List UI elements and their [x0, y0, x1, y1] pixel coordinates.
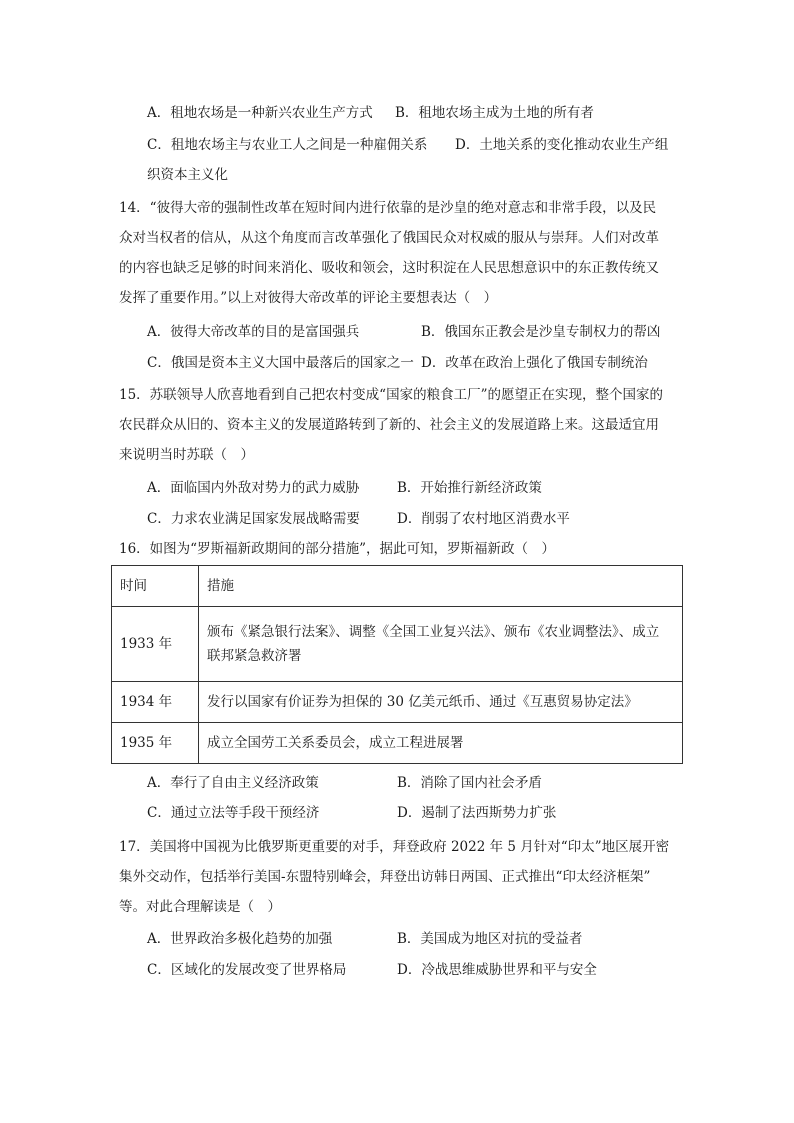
q15-stem-line-1: 15．苏联领导人欣喜地看到自己把农村变成“国家的粮食工厂”的愿望正在实现，整个国家的 [119, 387, 663, 403]
q13-option-a[interactable]: A．租地农场是一种新兴农业生产方式 [147, 105, 373, 121]
table-header-row [112, 566, 683, 607]
q17-stem-line-1: 17．美国将中国视为比俄罗斯更重要的对手，拜登政府 2022 年 5 月针对“印太”地区展开密 [119, 839, 670, 855]
q14-option-a[interactable]: A．彼得大帝改革的目的是富国强兵 [147, 324, 360, 340]
q13-option-c[interactable]: C．租地农场主与农业工人之间是一种雇佣关系 [147, 137, 428, 153]
q15-stem-line-2: 农民群众从旧的、资本主义的发展道路转到了新的、社会主义的发展道路上来。这最适宜用 [119, 417, 659, 433]
measure-line: 颁布《紧急银行法案》、调整《全国工业复兴法》、颁布《农业调整法》、成立 [207, 624, 660, 640]
q13-option-b[interactable]: B．租地农场主成为土地的所有者 [395, 105, 594, 121]
q17-option-d[interactable]: D．冷战思维威胁世界和平与安全 [397, 962, 597, 978]
table-header-time: 时间 [112, 566, 199, 607]
q15-stem-line-3: 来说明当时苏联（ ） [119, 447, 254, 463]
q14-stem-line-1: 14．“彼得大帝的强制性改革在短时间内进行依靠的是沙皇的绝对意志和非常手段，以及民 [119, 200, 657, 216]
q14-option-b[interactable]: B．俄国东正教会是沙皇专制权力的帮凶 [421, 324, 661, 340]
q17-option-b[interactable]: B．美国成为地区对抗的受益者 [397, 931, 583, 947]
table-header-measures: 措施 [199, 566, 683, 607]
q14-stem-line-2: 众对当权者的信从，从这个角度而言改革强化了俄国民众对权威的服从与崇拜。人们对改革 [119, 230, 659, 246]
q16-option-c[interactable]: C．通过立法等手段干预经济 [147, 805, 320, 821]
new-deal-measures-table [111, 565, 683, 764]
q17-stem-line-3: 等。对此合理解读是（ ） [119, 899, 281, 915]
q14-option-c[interactable]: C．俄国是资本主义大国中最落后的国家之一 [147, 355, 414, 371]
table-cell-year: 1935 年 [112, 723, 199, 764]
q15-option-d[interactable]: D．削弱了农村地区消费水平 [397, 511, 570, 527]
q17-option-c[interactable]: C．区域化的发展改变了世界格局 [147, 962, 347, 978]
q13-option-d[interactable]: D．土地关系的变化推动农业生产组 [455, 137, 669, 153]
table-cell-year: 1934 年 [112, 682, 199, 723]
table-cell-measure: 发行以国家有价证券为担保的 30 亿美元纸币、通过《互惠贸易协定法》 [199, 682, 683, 723]
q14-option-d[interactable]: D．改革在政治上强化了俄国专制统治 [421, 355, 648, 371]
q15-option-c[interactable]: C．力求农业满足国家发展战略需要 [147, 511, 360, 527]
q16-option-b[interactable]: B．消除了国内社会矛盾 [397, 775, 542, 791]
table-cell-measure [199, 607, 683, 682]
table-cell-year: 1933 年 [112, 607, 199, 682]
q15-option-a[interactable]: A．面临国内外敌对势力的武力威胁 [147, 480, 360, 496]
q14-stem-line-3: 的内容也缺乏足够的时间来消化、吸收和领会，这时积淀在人民思想意识中的东正教传统又 [119, 260, 659, 276]
q16-option-d[interactable]: D．遏制了法西斯势力扩张 [397, 805, 557, 821]
q13-option-d-continued: 织资本主义化 [147, 167, 228, 183]
table-row [112, 682, 683, 723]
table-cell-measure: 成立全国劳工关系委员会，成立工程进展署 [199, 723, 683, 764]
table-row [112, 607, 683, 682]
q17-option-a[interactable]: A．世界政治多极化趋势的加强 [147, 931, 333, 947]
q17-stem-line-2: 集外交动作，包括举行美国-东盟特别峰会，拜登出访韩日两国、正式推出“印太经济框架” [119, 869, 651, 885]
q16-option-a[interactable]: A．奉行了自由主义经济政策 [147, 775, 319, 791]
q16-stem: 16．如图为“罗斯福新政期间的部分措施”，据此可知，罗斯福新政（ ） [119, 541, 555, 557]
q15-option-b[interactable]: B．开始推行新经济政策 [397, 480, 542, 496]
table-row [112, 723, 683, 764]
q14-stem-line-4: 发挥了重要作用。”以上对彼得大帝改革的评论主要想表达（ ） [119, 290, 498, 306]
measure-line: 联邦紧急救济署 [207, 648, 302, 664]
